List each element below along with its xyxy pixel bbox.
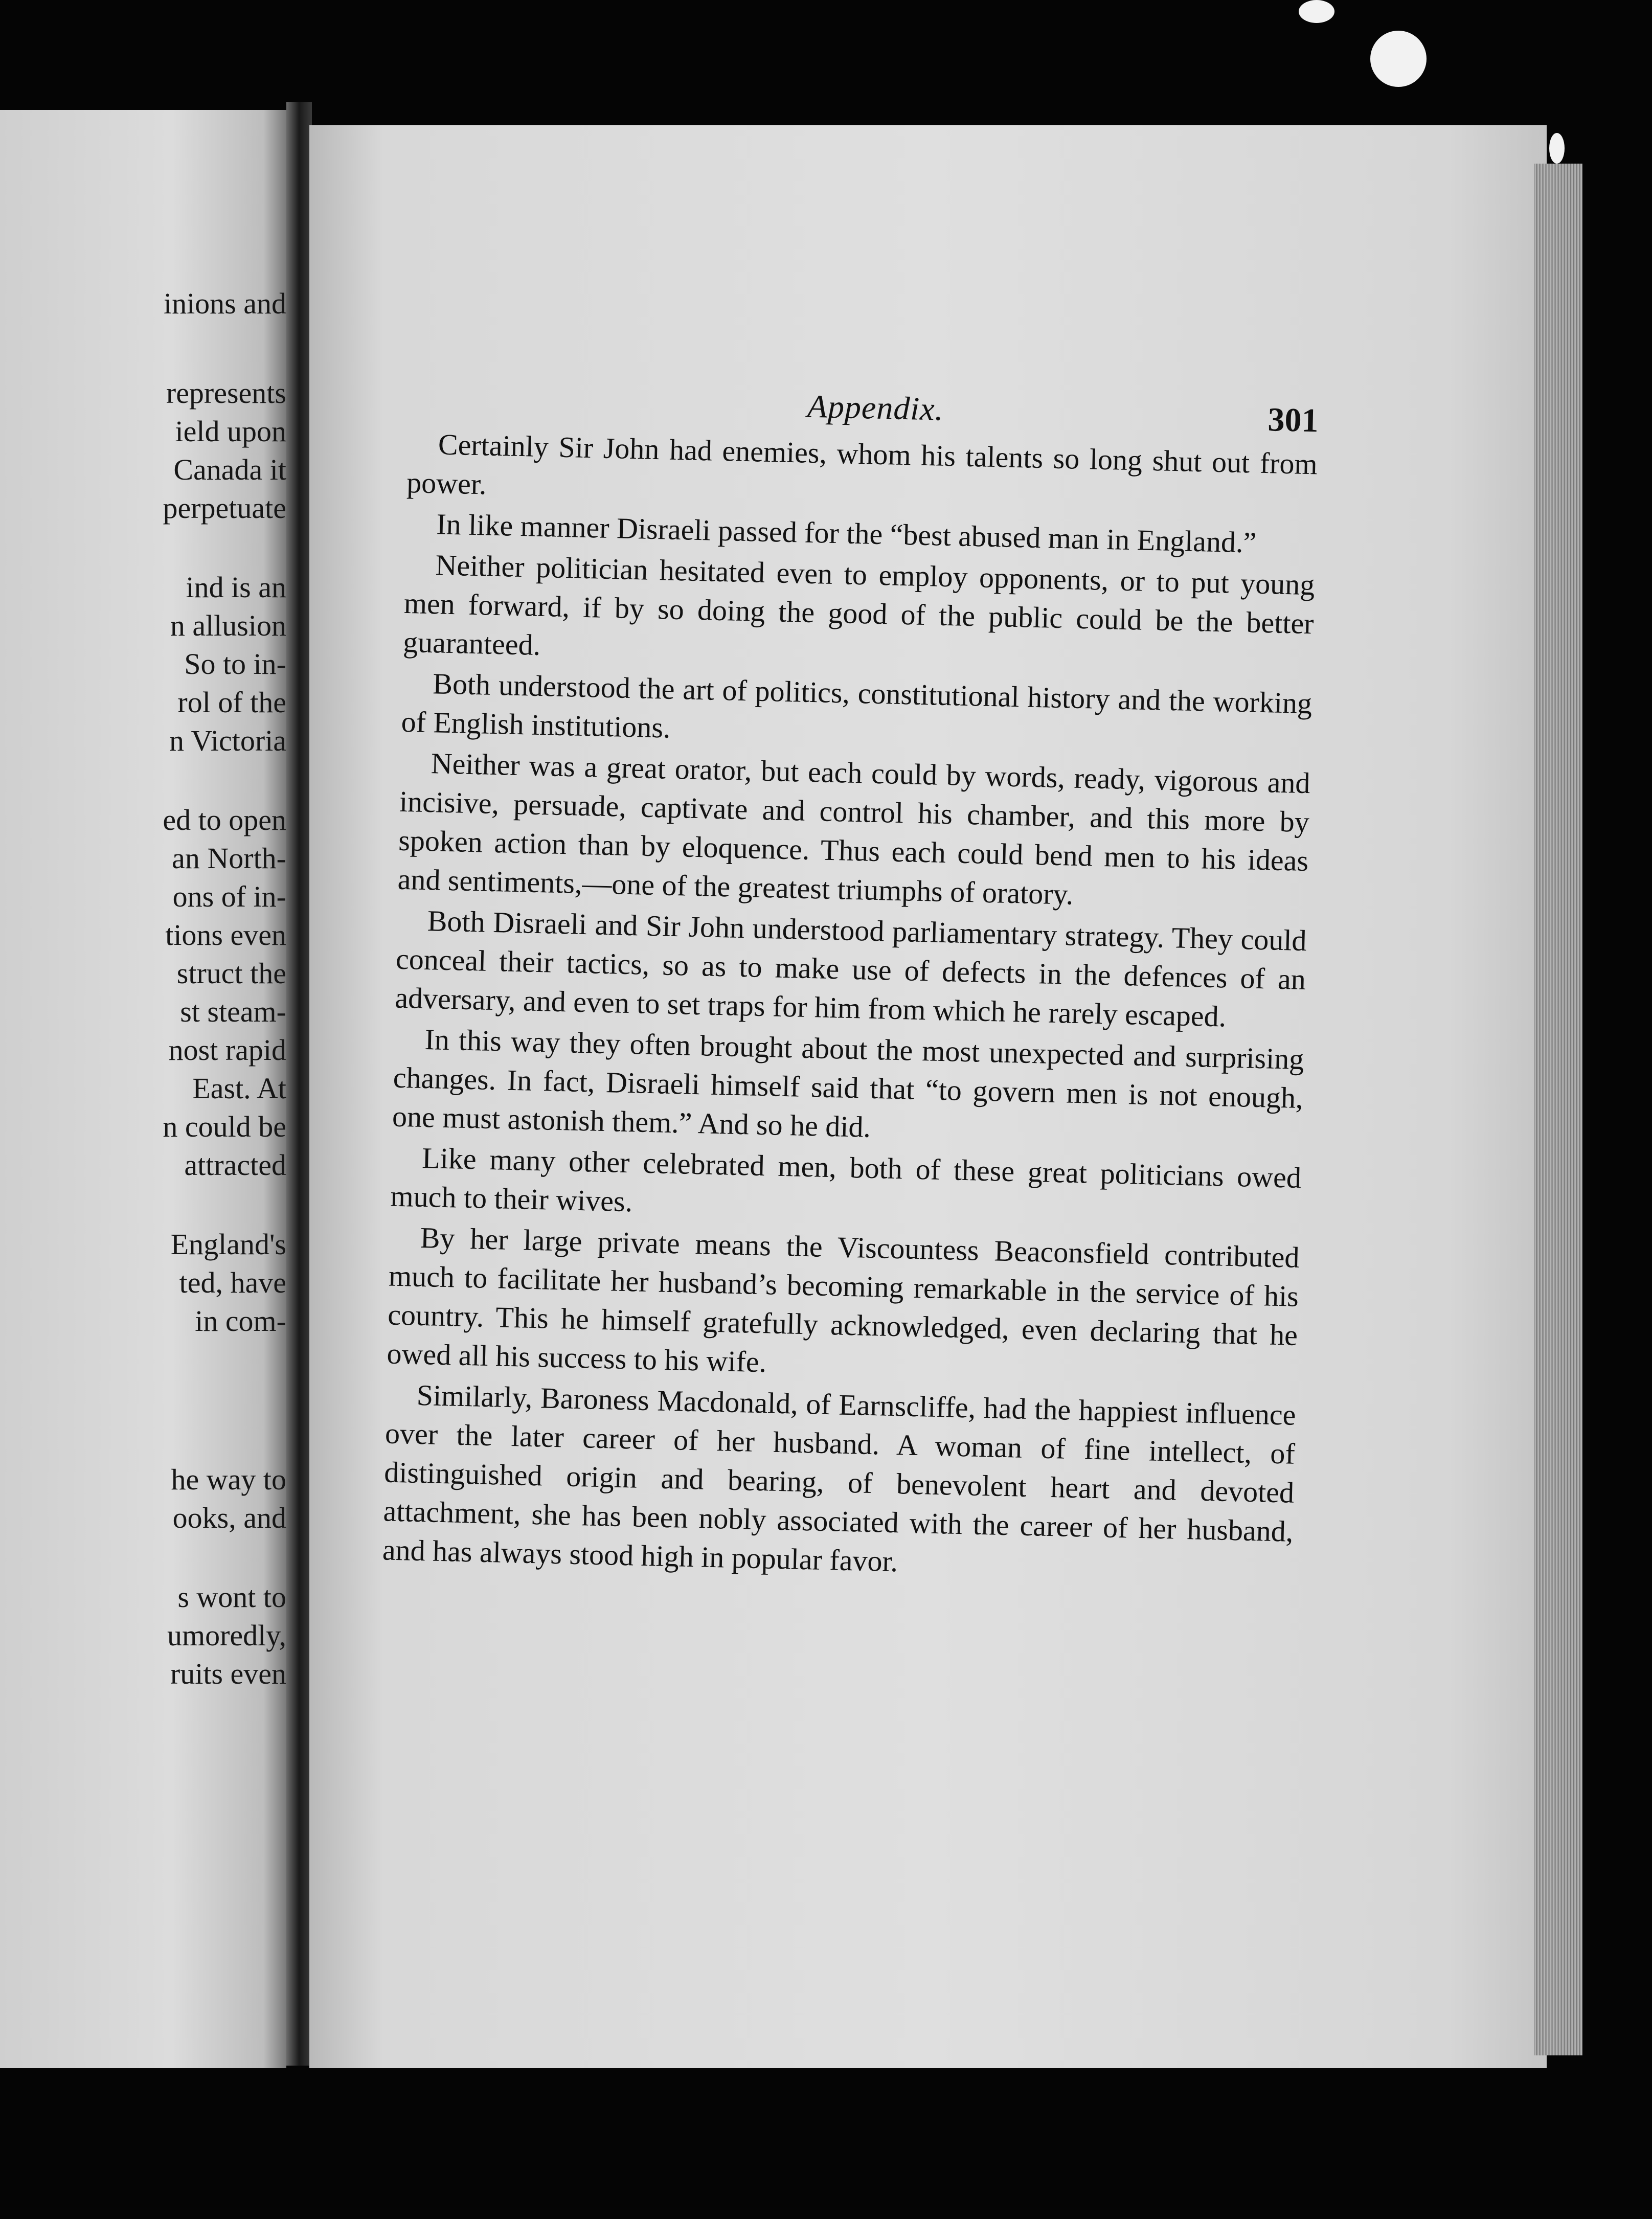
left-page-line: an North- [172, 842, 286, 875]
paragraph: In like manner Disraeli passed for the “best abused man in England.” [436, 507, 1257, 559]
left-page-line: n allusion [170, 609, 286, 642]
left-page-line: attracted [184, 1148, 286, 1182]
left-page-line: ruits even [170, 1657, 286, 1690]
page-number: 301 [1267, 401, 1319, 440]
left-page-line: umoredly, [167, 1619, 286, 1652]
page-edges [1534, 164, 1582, 2055]
left-page-line: n could be [163, 1110, 286, 1143]
left-page-line: ield upon [175, 415, 286, 448]
paragraph: Similarly, Baroness Macdonald, of Earnscliffe, had the happiest influence over the later career of her husband. A woman of fine intellect, of distinguished origin and bearing, of benevolent heart and devoted attachment, she has been nobly associated with the career of her husband, and has always stood high in popular favor. [382, 1378, 1297, 1578]
left-page-line: ted, have [179, 1266, 286, 1299]
left-page-line: So to in- [184, 647, 286, 681]
scan-artifact [1299, 0, 1334, 23]
left-page-line: st steam- [180, 995, 286, 1028]
left-page-line: s wont to [177, 1580, 286, 1614]
left-page-line: he way to [171, 1463, 286, 1496]
paragraph: Both Disraeli and Sir John understood parliamentary strategy. They could conceal their tactics, so as to make use of defects in the defences of an adversary, and even to set traps for him from which he rarely escaped. [394, 904, 1307, 1033]
left-page-line: tions even [165, 918, 286, 952]
paragraph: By her large private means the Viscountess Beaconsfield contributed much to facilitate her husband’s becoming remarkable in the service of his country. This he himself gratefully acknowledged, even declaring that he owed all his success to his wife. [386, 1220, 1300, 1379]
paragraph: In this way they often brought about the most unexpected and surprising changes. In fact, Disraeli himself said that “to govern men is not enough, one must astonish them.” And so he did. [392, 1023, 1304, 1144]
left-page-line: struct the [176, 957, 286, 990]
paragraph: Certainly Sir John had enemies, whom his talents so long shut out from power. [406, 427, 1318, 501]
book-gutter [286, 102, 312, 2066]
left-page-line: nost rapid [168, 1033, 286, 1067]
left-page-line: Canada it [173, 453, 286, 486]
paragraph: Like many other celebrated men, both of these great politicians owed much to their wives. [390, 1141, 1302, 1218]
left-page [0, 110, 286, 2068]
left-page-line: perpetuate [163, 491, 286, 525]
left-page-line: represents [166, 376, 286, 410]
left-page-line: inions and [163, 287, 286, 320]
left-page-line: ind is an [186, 571, 286, 604]
left-page-line: ons of in- [172, 880, 286, 913]
paragraph: Neither was a great orator, but each could by words, ready, vigorous and incisive, persuade, captivate and control his chamber, and this more by spoken action than by eloquence. Thus each could bend men to his ideas and sentiments,—one of the greatest triumphs of oratory. [397, 746, 1311, 911]
scan-artifact [1549, 133, 1565, 164]
paragraph: Both understood the art of politics, constitutional history and the working of English institutions. [401, 667, 1312, 744]
left-page-line: rol of the [177, 686, 286, 719]
scan-artifact [1370, 31, 1427, 87]
left-page-line: England's [170, 1228, 286, 1261]
left-page-line: n Victoria [169, 724, 286, 757]
left-page-line: ed to open [163, 803, 286, 836]
left-page-line: East. At [192, 1072, 286, 1105]
left-page-line: ooks, and [172, 1501, 286, 1534]
paragraph: Neither politician hesitated even to employ opponents, or to put young men forward, if by so doing the good of the public could be the better guaranteed. [402, 548, 1316, 662]
left-page-line: in com- [195, 1304, 286, 1338]
page-content [382, 378, 1319, 1590]
running-title: Appendix. [807, 388, 944, 427]
